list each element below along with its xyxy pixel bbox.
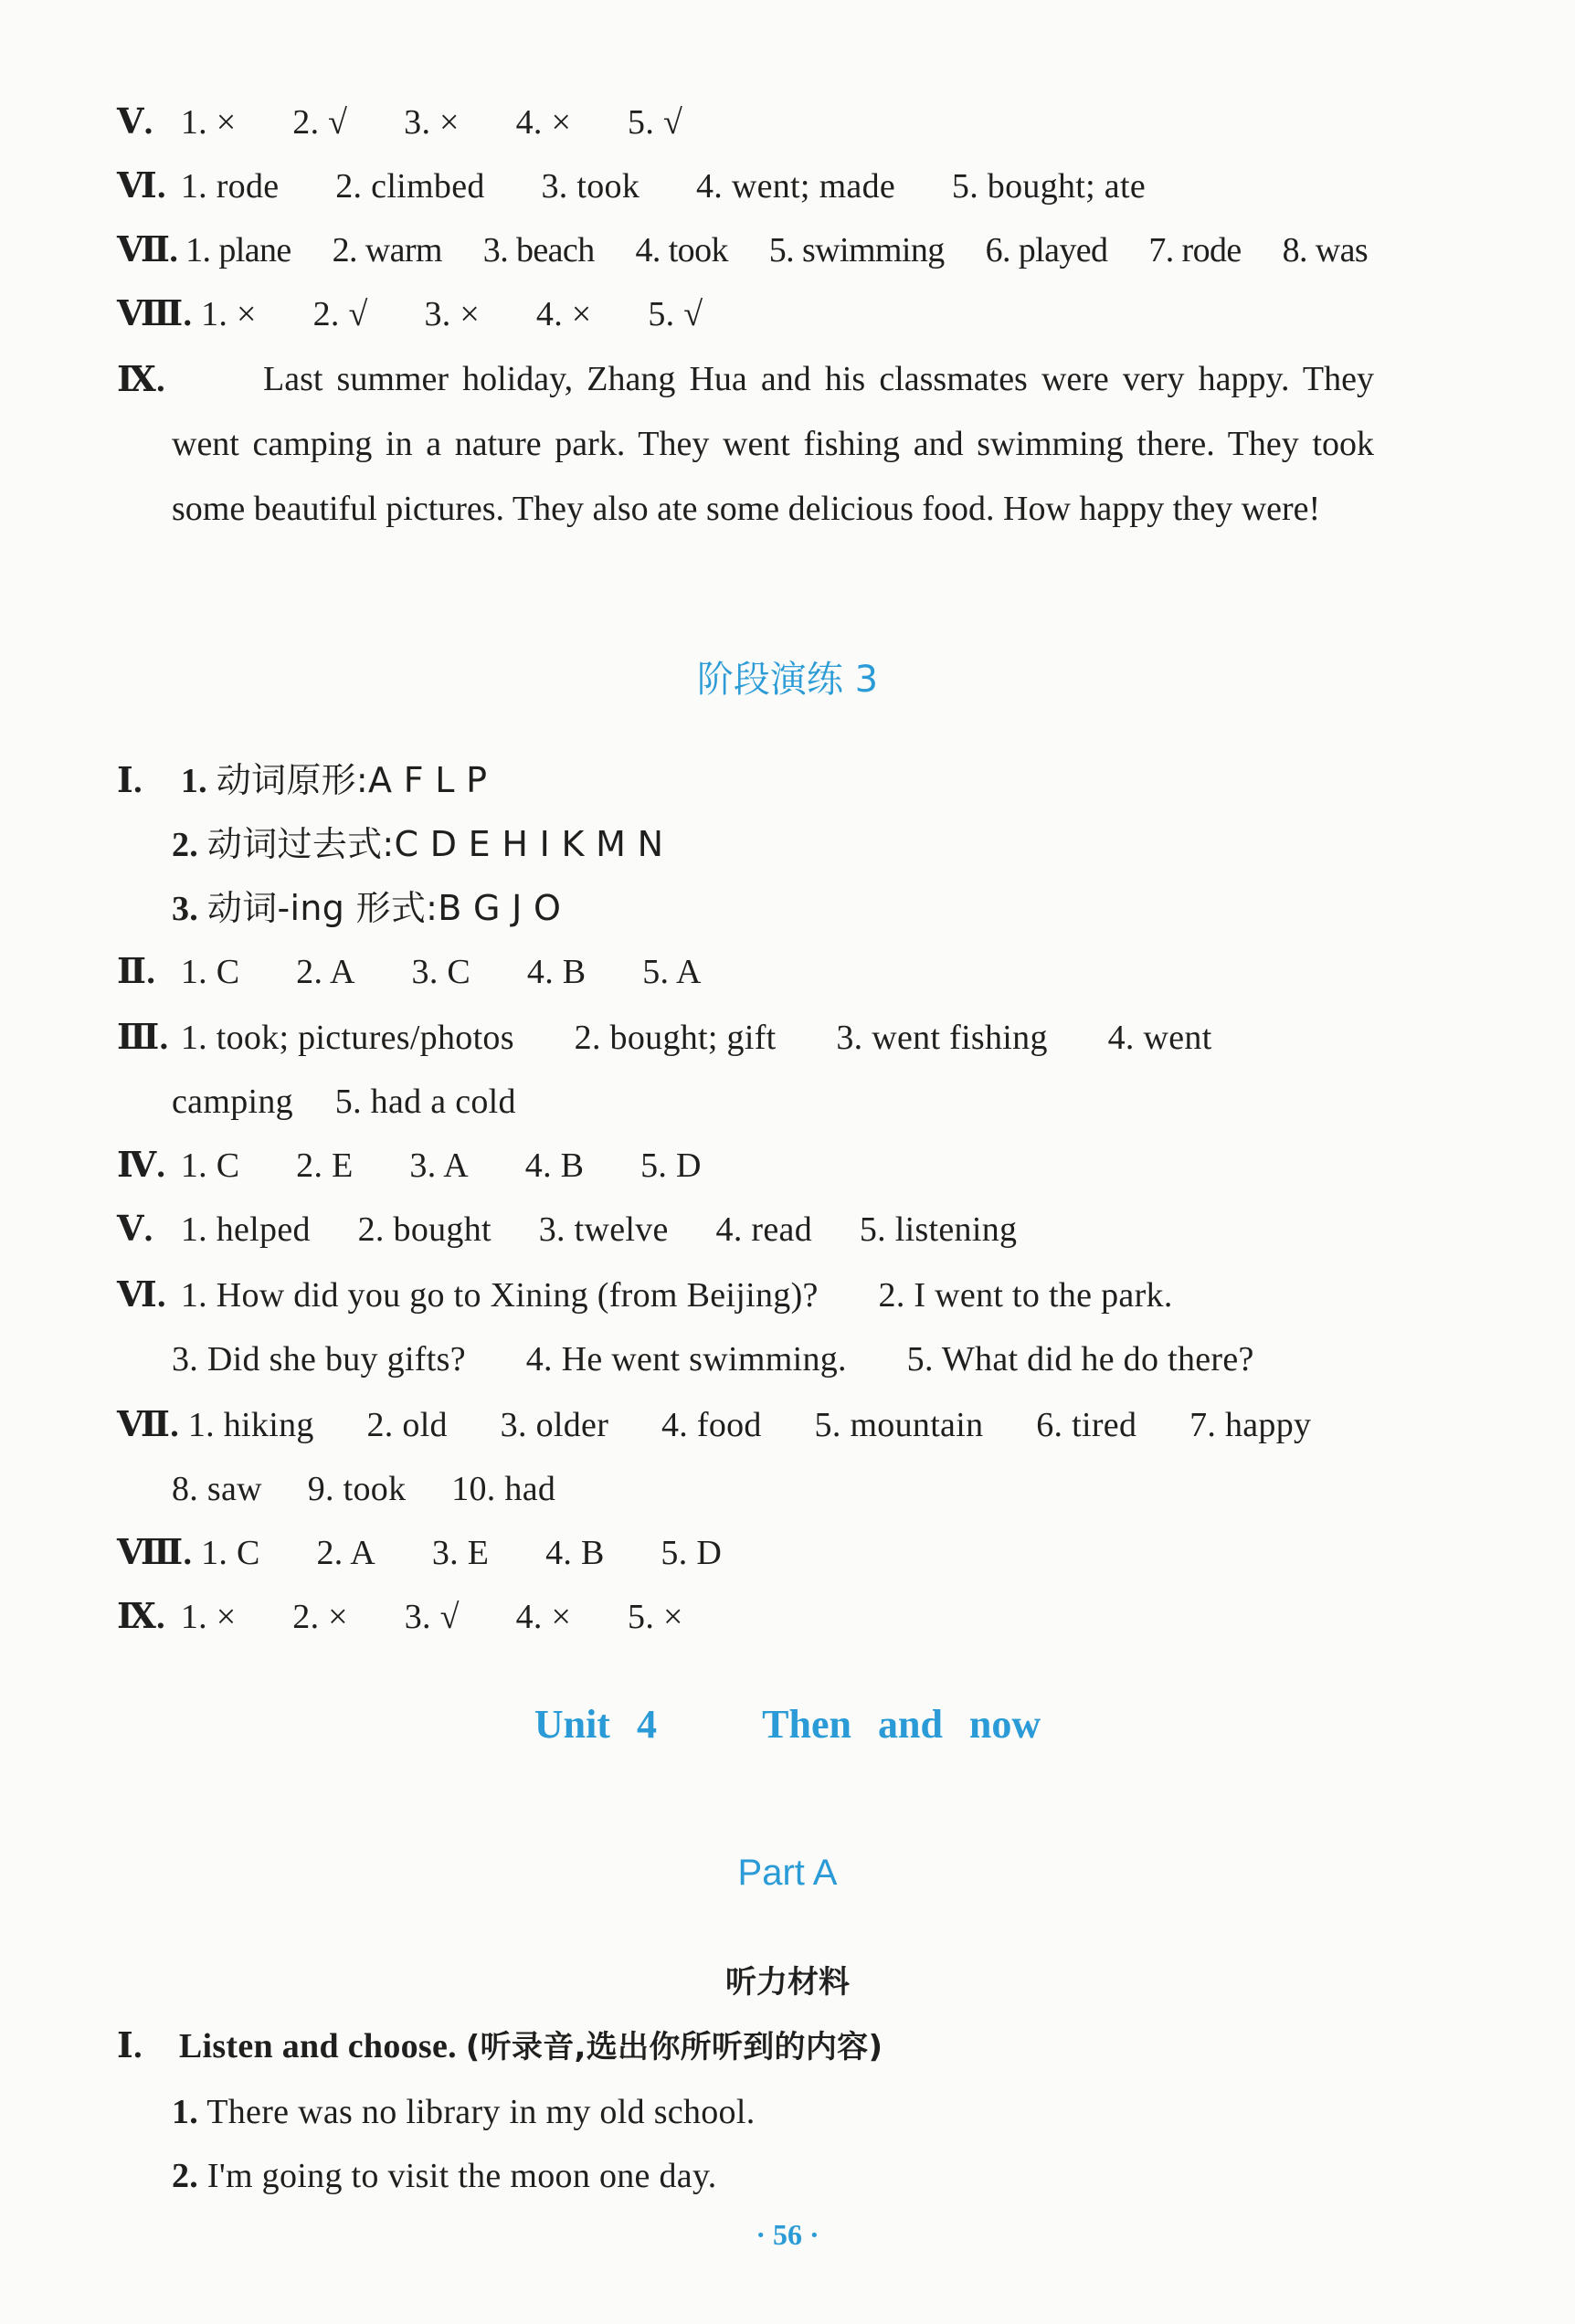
answer-item: 4. × (535, 295, 592, 333)
roman-numeral: Ⅷ. (117, 295, 193, 333)
answer-item: 1. took; pictures/photos (180, 1019, 514, 1057)
essay-paragraph (172, 347, 1374, 542)
answer-item: 5. A (642, 953, 702, 991)
answer-item: 5. D (640, 1146, 702, 1185)
answer-item: 1. plane (185, 231, 291, 269)
answer-row-i-2 (172, 822, 663, 867)
answer-item: 4. went; made (695, 167, 896, 206)
listening-heading: 听力材料 (725, 1964, 850, 2001)
roman-numeral: Ⅸ. (117, 1598, 165, 1636)
answer-item: 4. food (661, 1406, 762, 1444)
answer-item: 2. old (366, 1406, 448, 1444)
answer-row-iii-2 (172, 1080, 516, 1124)
answer-item: 5. bought; ate (951, 167, 1146, 206)
answer-item: 4. × (515, 1598, 572, 1636)
part-heading: Part A (737, 1853, 838, 1893)
item-text: 动词-ing 形式:B G J O (206, 888, 562, 928)
answer-item: 2. × (292, 1598, 348, 1636)
answer-item: 5. had a cold (334, 1083, 516, 1121)
answer-row-vii-stage (117, 1403, 1311, 1447)
answer-item: 3. √ (404, 1598, 460, 1636)
answer-item: 1. How did you go to Xining (from Beijing)? (180, 1276, 819, 1315)
answer-row-viii (117, 292, 703, 336)
answer-item: 5. √ (628, 103, 683, 142)
answer-item: 4. He went swimming. (525, 1340, 847, 1379)
item-text: 动词原形:A F L P (216, 760, 488, 800)
answer-item: 5. swimming (768, 231, 945, 269)
answer-item: 3. × (404, 103, 460, 142)
listening-instruction-en: Listen and choose. (178, 2027, 457, 2065)
roman-numeral: Ⅴ. (117, 1210, 153, 1249)
answer-row-i-3 (172, 886, 561, 931)
answer-item: 1. C (180, 953, 240, 991)
answer-row-iv (117, 1144, 702, 1188)
item-number: 1. (180, 762, 207, 800)
roman-numeral: Ⅲ. (117, 1019, 169, 1057)
listening-text: I'm going to visit the moon one day. (206, 2157, 717, 2195)
answer-row-vi-stage-2 (172, 1337, 1254, 1381)
answer-item: 1. helped (180, 1210, 311, 1249)
answer-item: 1. C (201, 1534, 260, 1572)
answer-item: 2. √ (312, 295, 368, 333)
roman-numeral: Ⅸ. (117, 361, 165, 399)
answer-item: 4. went (1107, 1019, 1212, 1057)
answer-item: 5. mountain (814, 1406, 984, 1444)
answer-item: 2. A (296, 953, 355, 991)
answer-item: 6. played (985, 231, 1108, 269)
listening-instruction-zh: (听录音,选出你所听到的内容) (465, 2029, 883, 2065)
answer-item: 4. B (526, 953, 587, 991)
answer-item: 4. B (545, 1534, 605, 1572)
answer-row-v (117, 100, 682, 144)
answer-item: 1. C (180, 1146, 240, 1185)
listening-text: There was no library in my old school. (206, 2093, 756, 2131)
answer-item: 3. E (431, 1534, 490, 1572)
answer-item: 2. bought (357, 1210, 492, 1249)
listening-instruction-row (117, 2024, 883, 2069)
item-number: 3. (172, 890, 199, 928)
item-number: 2. (172, 2157, 199, 2195)
answer-row-ii (117, 950, 702, 994)
answer-row-vii-stage-2 (172, 1467, 555, 1511)
roman-numeral: Ⅱ. (117, 953, 156, 991)
answer-item: 8. saw (172, 1470, 262, 1508)
answer-item: 5. listening (859, 1210, 1018, 1249)
page-number: · 56 · (756, 2218, 819, 2251)
answer-item: 1. rode (180, 167, 280, 206)
item-text: 动词过去式:C D E H I K M N (206, 824, 664, 864)
roman-numeral: Ⅰ. (117, 762, 143, 800)
answer-item: 3. twelve (538, 1210, 669, 1249)
answer-row-ix-stage (117, 1595, 683, 1639)
answer-item: 2. warm (332, 231, 442, 269)
answer-item: 2. bought; gift (574, 1019, 777, 1057)
answer-item: 3. older (500, 1406, 609, 1444)
answer-item: 7. rode (1148, 231, 1242, 269)
roman-numeral: Ⅶ. (117, 1406, 180, 1444)
answer-item: 1. × (201, 295, 257, 333)
answer-item: 1. hiking (187, 1406, 314, 1444)
roman-numeral: Ⅵ. (117, 1276, 166, 1315)
answer-item: 1. × (180, 1598, 237, 1636)
roman-numeral: Ⅳ. (117, 1146, 166, 1185)
answer-item: 3. × (424, 295, 481, 333)
answer-item: 2. I went to the park. (878, 1276, 1173, 1315)
answer-item: 5. What did he do there? (906, 1340, 1254, 1379)
answer-row-iii (117, 1016, 1212, 1060)
answer-row-vii (117, 228, 1368, 272)
answer-item: 9. took (307, 1470, 407, 1508)
answer-row-vi (117, 164, 1146, 208)
listening-line-2 (172, 2154, 717, 2198)
answer-item: 3. Did she buy gifts? (172, 1340, 466, 1379)
roman-numeral: Ⅴ. (117, 103, 153, 142)
answer-item: 2. climbed (335, 167, 485, 206)
roman-numeral: Ⅵ. (117, 167, 166, 206)
answer-item: 2. A (316, 1534, 376, 1572)
answer-item: 3. went fishing (836, 1019, 1048, 1057)
essay-text: Last summer holiday, Zhang Hua and his classmates were very happy. They went camping in a nature park. They went fishing and swimming there. They took some beautiful pictures. They also ate some delicious food. How happy they were! (172, 360, 1374, 528)
answer-row-viii-stage (117, 1531, 722, 1575)
answer-item: 5. D (661, 1534, 723, 1572)
answer-item: 5. × (628, 1598, 683, 1636)
answer-row-v-stage (117, 1208, 1017, 1252)
answer-item: 3. C (411, 953, 471, 991)
answer-item: 4. took (635, 231, 728, 269)
stage-heading: 阶段演练 3 (696, 659, 879, 701)
answer-item: camping (172, 1083, 293, 1121)
answer-item: 1. × (180, 103, 237, 142)
essay-numeral (117, 358, 172, 402)
answer-item: 4. × (515, 103, 572, 142)
answer-item: 3. took (541, 167, 640, 206)
roman-numeral: Ⅰ. (117, 2027, 143, 2065)
answer-item: 7. happy (1189, 1406, 1312, 1444)
item-number: 2. (172, 826, 199, 864)
listening-line-1 (172, 2090, 756, 2134)
answer-item: 2. √ (292, 103, 348, 142)
answer-item: 10. had (451, 1470, 556, 1508)
roman-numeral: Ⅷ. (117, 1534, 193, 1572)
unit-heading: Unit 4 Then and now (534, 1702, 1041, 1747)
answer-item: 4. B (524, 1146, 585, 1185)
answer-item: 5. √ (648, 295, 703, 333)
item-number: 1. (172, 2093, 199, 2131)
answer-item: 4. read (715, 1210, 813, 1249)
answer-item: 3. beach (482, 231, 595, 269)
answer-item: 3. A (409, 1146, 469, 1185)
answer-item: 6. tired (1036, 1406, 1137, 1444)
roman-numeral: Ⅶ. (117, 231, 178, 269)
answer-item: 2. E (296, 1146, 354, 1185)
answer-row-vi-stage (117, 1273, 1173, 1317)
answer-row-i (117, 758, 487, 803)
answer-item: 8. was (1282, 231, 1369, 269)
